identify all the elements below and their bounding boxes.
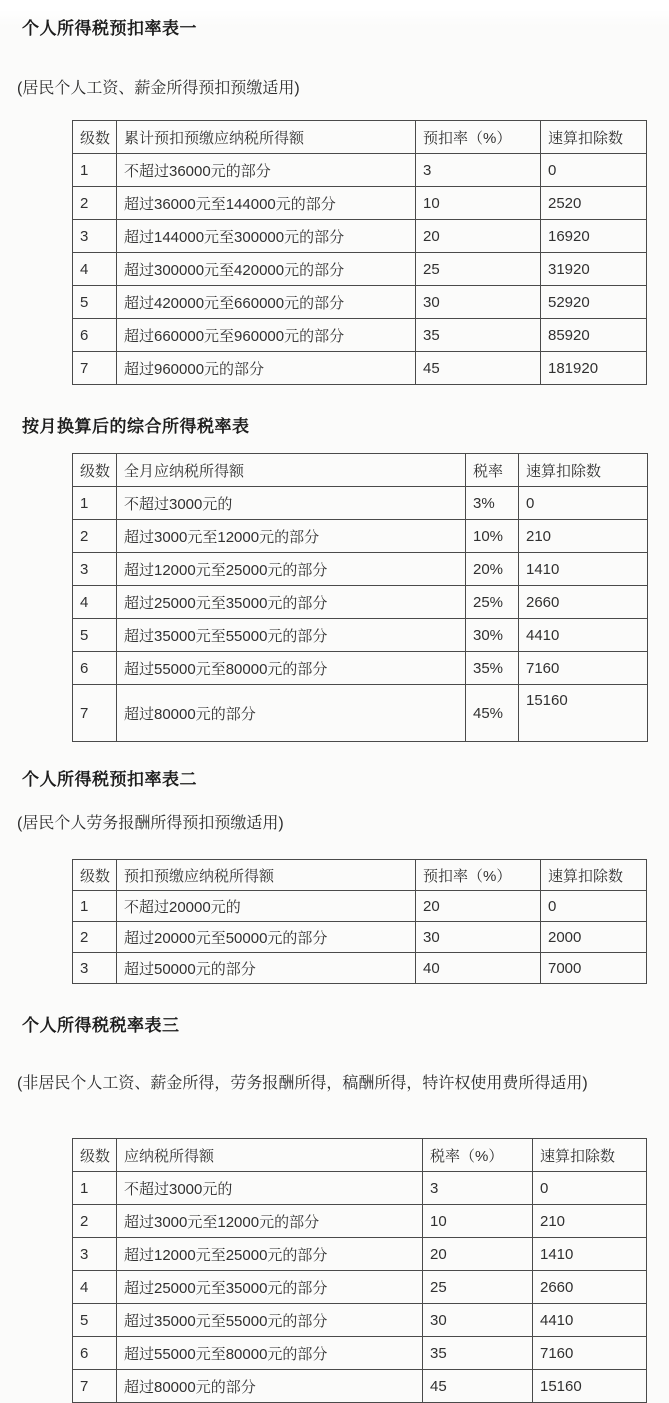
cell-deduction: 2520	[541, 187, 647, 220]
cell-rate: 45%	[466, 685, 519, 742]
cell-level: 3	[73, 953, 117, 984]
cell-bracket: 不超过3000元的	[117, 1172, 423, 1205]
cell-rate: 35%	[466, 652, 519, 685]
tax-rate-table-3	[72, 1138, 647, 1403]
cell-deduction: 15160	[533, 1370, 647, 1403]
table-row	[73, 253, 647, 286]
cell-bracket: 超过960000元的部分	[117, 352, 416, 385]
cell-bracket: 超过25000元至35000元的部分	[117, 1271, 423, 1304]
cell-rate: 20	[416, 891, 541, 922]
cell-rate: 35	[416, 319, 541, 352]
cell-rate: 30	[423, 1304, 533, 1337]
cell-bracket: 超过80000元的部分	[117, 685, 466, 742]
table-header-row	[73, 454, 648, 487]
cell-rate: 35	[423, 1337, 533, 1370]
cell-bracket: 超过3000元至12000元的部分	[117, 520, 466, 553]
table-row	[73, 187, 647, 220]
section-title-withholding-table-1: 个人所得税预扣率表一	[22, 19, 197, 38]
table-row	[73, 352, 647, 385]
table-row	[73, 154, 647, 187]
header-cell-deduction: 速算扣除数	[533, 1139, 647, 1172]
cell-bracket: 超过20000元至50000元的部分	[117, 922, 416, 953]
cell-level: 3	[73, 1238, 117, 1271]
cell-deduction: 210	[519, 520, 648, 553]
cell-deduction: 4410	[533, 1304, 647, 1337]
cell-level: 3	[73, 553, 117, 586]
cell-deduction: 4410	[519, 619, 648, 652]
table-row	[73, 520, 648, 553]
cell-deduction: 1410	[519, 553, 648, 586]
table-row	[73, 586, 648, 619]
table-row	[73, 487, 648, 520]
table-row	[73, 1238, 647, 1271]
header-cell-bracket: 预扣预缴应纳税所得额	[117, 860, 416, 891]
cell-rate: 3	[416, 154, 541, 187]
header-cell-level: 级数	[73, 454, 117, 487]
table-row	[73, 1205, 647, 1238]
cell-level: 2	[73, 1205, 117, 1238]
table-row	[73, 553, 648, 586]
table-header-row	[73, 860, 647, 891]
monthly-converted-comprehensive-income-table	[72, 453, 648, 742]
header-cell-level: 级数	[73, 1139, 117, 1172]
cell-rate: 25%	[466, 586, 519, 619]
cell-rate: 20%	[466, 553, 519, 586]
table-row	[73, 922, 647, 953]
cell-deduction: 0	[533, 1172, 647, 1205]
cell-deduction: 16920	[541, 220, 647, 253]
header-cell-rate: 税率	[466, 454, 519, 487]
cell-level: 7	[73, 685, 117, 742]
header-cell-bracket: 全月应纳税所得额	[117, 454, 466, 487]
cell-deduction: 7160	[519, 652, 648, 685]
cell-bracket: 超过50000元的部分	[117, 953, 416, 984]
withholding-rate-table-1	[72, 120, 647, 385]
cell-rate: 3	[423, 1172, 533, 1205]
cell-bracket: 超过55000元至80000元的部分	[117, 1337, 423, 1370]
section-title-tax-rate-table-3: 个人所得税税率表三	[22, 1016, 180, 1035]
header-cell-deduction: 速算扣除数	[519, 454, 648, 487]
cell-level: 6	[73, 319, 117, 352]
cell-deduction: 85920	[541, 319, 647, 352]
cell-level: 6	[73, 1337, 117, 1370]
table-row	[73, 1370, 647, 1403]
table-header-row	[73, 121, 647, 154]
cell-rate: 25	[423, 1271, 533, 1304]
cell-bracket: 超过660000元至960000元的部分	[117, 319, 416, 352]
header-cell-rate: 预扣率（%）	[416, 860, 541, 891]
table-row	[73, 220, 647, 253]
header-cell-level: 级数	[73, 860, 117, 891]
cell-bracket: 超过300000元至420000元的部分	[117, 253, 416, 286]
table-row	[73, 619, 648, 652]
cell-level: 7	[73, 352, 117, 385]
cell-rate: 30	[416, 922, 541, 953]
cell-rate: 45	[416, 352, 541, 385]
table-row	[73, 1271, 647, 1304]
cell-bracket: 超过144000元至300000元的部分	[117, 220, 416, 253]
table-row	[73, 685, 648, 742]
cell-level: 4	[73, 253, 117, 286]
cell-deduction: 181920	[541, 352, 647, 385]
cell-rate: 3%	[466, 487, 519, 520]
cell-level: 2	[73, 922, 117, 953]
header-cell-bracket: 应纳税所得额	[117, 1139, 423, 1172]
cell-rate: 40	[416, 953, 541, 984]
cell-rate: 30%	[466, 619, 519, 652]
cell-level: 5	[73, 1304, 117, 1337]
table-row	[73, 652, 648, 685]
table-row	[73, 286, 647, 319]
table-row	[73, 319, 647, 352]
section-subtitle-withholding-table-2: (居民个人劳务报酬所得预扣预缴适用)	[17, 815, 284, 832]
cell-level: 4	[73, 586, 117, 619]
cell-level: 5	[73, 619, 117, 652]
cell-deduction: 52920	[541, 286, 647, 319]
cell-level: 4	[73, 1271, 117, 1304]
cell-level: 3	[73, 220, 117, 253]
cell-bracket: 超过420000元至660000元的部分	[117, 286, 416, 319]
cell-bracket: 超过3000元至12000元的部分	[117, 1205, 423, 1238]
header-cell-bracket: 累计预扣预缴应纳税所得额	[117, 121, 416, 154]
cell-rate: 20	[416, 220, 541, 253]
cell-deduction: 7000	[541, 953, 647, 984]
cell-deduction: 210	[533, 1205, 647, 1238]
cell-rate: 30	[416, 286, 541, 319]
cell-rate: 25	[416, 253, 541, 286]
cell-deduction: 1410	[533, 1238, 647, 1271]
cell-level: 2	[73, 520, 117, 553]
cell-bracket: 超过35000元至55000元的部分	[117, 1304, 423, 1337]
cell-deduction: 31920	[541, 253, 647, 286]
cell-bracket: 超过36000元至144000元的部分	[117, 187, 416, 220]
cell-rate: 10	[423, 1205, 533, 1238]
table-header-row	[73, 1139, 647, 1172]
cell-level: 5	[73, 286, 117, 319]
cell-level: 1	[73, 487, 117, 520]
table-row	[73, 891, 647, 922]
table-row	[73, 1172, 647, 1205]
cell-bracket: 超过12000元至25000元的部分	[117, 553, 466, 586]
cell-bracket: 不超过20000元的	[117, 891, 416, 922]
cell-bracket: 超过12000元至25000元的部分	[117, 1238, 423, 1271]
cell-deduction: 0	[519, 487, 648, 520]
header-cell-level: 级数	[73, 121, 117, 154]
cell-deduction: 2660	[533, 1271, 647, 1304]
cell-level: 2	[73, 187, 117, 220]
table-row	[73, 953, 647, 984]
cell-level: 1	[73, 891, 117, 922]
cell-rate: 20	[423, 1238, 533, 1271]
cell-level: 1	[73, 154, 117, 187]
header-cell-deduction: 速算扣除数	[541, 860, 647, 891]
cell-rate: 10%	[466, 520, 519, 553]
section-title-withholding-table-2: 个人所得税预扣率表二	[22, 770, 197, 789]
header-cell-deduction: 速算扣除数	[541, 121, 647, 154]
table-row	[73, 1304, 647, 1337]
cell-bracket: 超过35000元至55000元的部分	[117, 619, 466, 652]
cell-bracket: 不超过3000元的	[117, 487, 466, 520]
cell-deduction: 2000	[541, 922, 647, 953]
section-subtitle-withholding-table-1: (居民个人工资、薪金所得预扣预缴适用)	[17, 80, 300, 97]
cell-bracket: 超过25000元至35000元的部分	[117, 586, 466, 619]
cell-level: 6	[73, 652, 117, 685]
cell-deduction: 7160	[533, 1337, 647, 1370]
cell-deduction: 0	[541, 891, 647, 922]
cell-rate: 10	[416, 187, 541, 220]
table-row	[73, 1337, 647, 1370]
cell-bracket: 不超过36000元的部分	[117, 154, 416, 187]
section-subtitle-tax-rate-table-3: (非居民个人工资、薪金所得，劳务报酬所得，稿酬所得，特许权使用费所得适用)	[17, 1075, 588, 1092]
withholding-rate-table-2	[72, 859, 647, 984]
cell-bracket: 超过80000元的部分	[117, 1370, 423, 1403]
cell-deduction: 0	[541, 154, 647, 187]
header-cell-rate: 预扣率（%）	[416, 121, 541, 154]
cell-bracket: 超过55000元至80000元的部分	[117, 652, 466, 685]
cell-deduction: 15160	[519, 685, 648, 742]
cell-level: 7	[73, 1370, 117, 1403]
section-title-monthly-converted-table: 按月换算后的综合所得税率表	[22, 417, 250, 436]
cell-level: 1	[73, 1172, 117, 1205]
cell-rate: 45	[423, 1370, 533, 1403]
cell-deduction: 2660	[519, 586, 648, 619]
header-cell-rate: 税率（%）	[423, 1139, 533, 1172]
